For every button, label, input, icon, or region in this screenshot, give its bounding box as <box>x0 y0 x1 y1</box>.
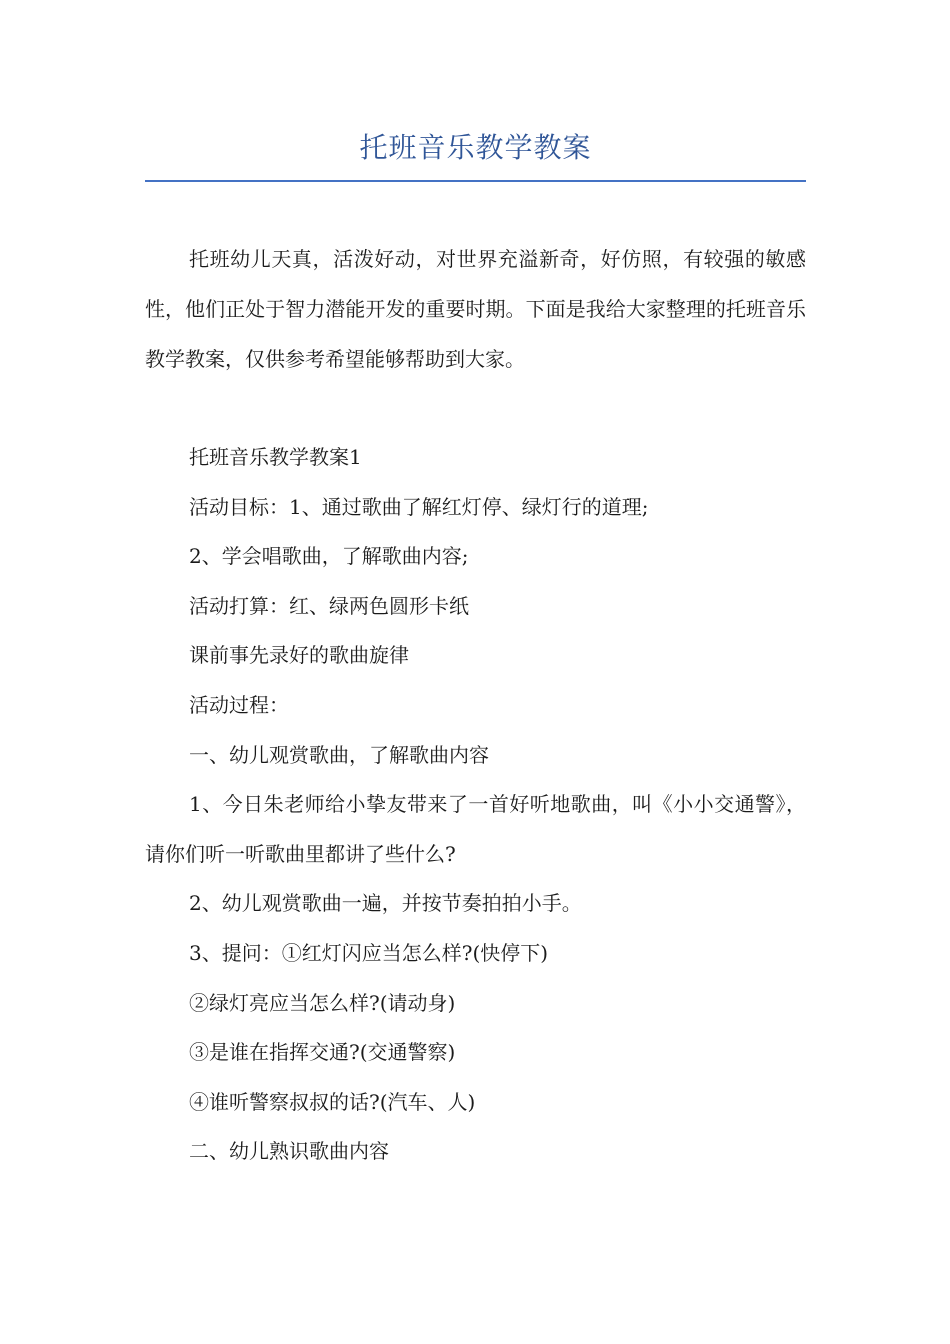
body-paragraph: 活动目标：1、通过歌曲了解红灯停、绿灯行的道理; <box>189 494 649 519</box>
section-heading: 托班音乐教学教案1 <box>189 445 362 469</box>
title-underline <box>145 180 806 182</box>
body-paragraph: 活动过程： <box>189 692 289 717</box>
body-paragraph: 3、提问：①红灯闪应当怎么样?(快停下) <box>189 940 549 965</box>
body-paragraph: 一、幼儿观赏歌曲，了解歌曲内容 <box>189 742 489 767</box>
body-paragraph: 1、今日朱老师给小挚友带来了一首好听地歌曲，叫《小小交通警》，请你们听一听歌曲里都讲了些什么? <box>145 792 806 866</box>
body-paragraph: 活动打算：红、绿两色圆形卡纸 <box>189 593 469 618</box>
document-title: 托班音乐教学教案 <box>359 131 592 164</box>
body-paragraph: 二、幼儿熟识歌曲内容 <box>189 1139 389 1164</box>
body-paragraph: ④谁听警察叔叔的话?(汽车、人) <box>189 1089 476 1114</box>
intro-paragraph: 托班幼儿天真，活泼好动，对世界充溢新奇，好仿照，有较强的敏感性，他们正处于智力潜能开发的重要时期。下面是我给大家整理的托班音乐教学教案，仅供参考希望能够帮助到大家。 <box>145 247 806 371</box>
body-paragraph: ②绿灯亮应当怎么样?(请动身) <box>189 990 456 1015</box>
lesson-body <box>145 433 806 1177</box>
body-paragraph: 2、学会唱歌曲，了解歌曲内容; <box>189 544 469 569</box>
body-paragraph: 课前事先录好的歌曲旋律 <box>189 643 409 668</box>
body-paragraph: ③是谁在指挥交通?(交通警察) <box>189 1040 456 1065</box>
body-paragraph: 2、幼儿观赏歌曲一遍，并按节奏拍拍小手。 <box>189 891 582 916</box>
